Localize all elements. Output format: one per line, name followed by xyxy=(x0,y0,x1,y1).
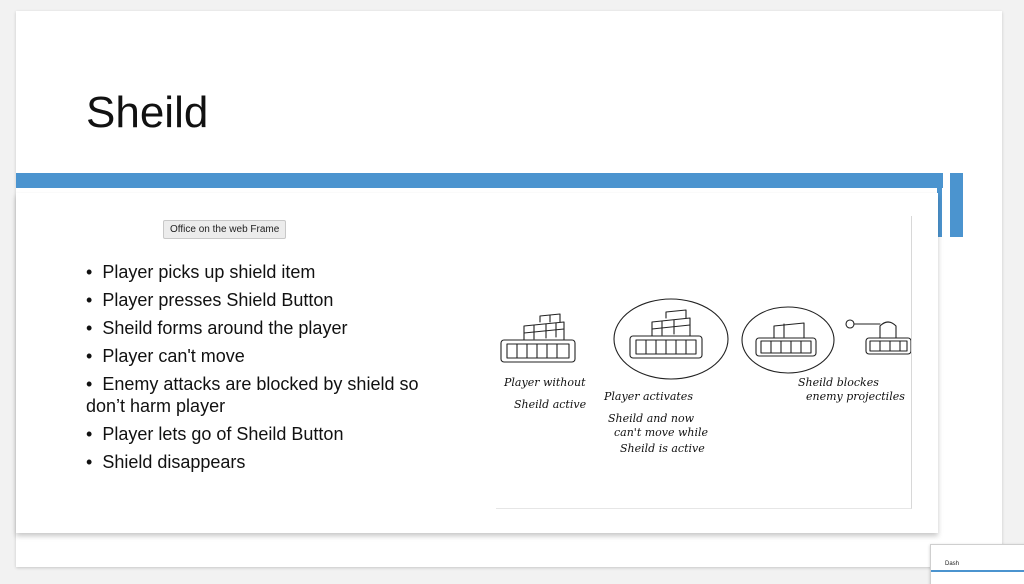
bullet-dot-icon: • xyxy=(86,452,93,472)
next-slide-thumbnail[interactable] xyxy=(930,544,1024,584)
bullet-dot-icon: • xyxy=(86,424,93,444)
sketch-image-frame[interactable] xyxy=(496,216,912,509)
bullet-dot-icon: • xyxy=(86,346,93,366)
bullet-list[interactable] xyxy=(86,261,456,479)
caption-p2-l2: Sheild and now xyxy=(608,412,695,425)
bullet-item[interactable]: • Player lets go of Sheild Button xyxy=(86,424,344,444)
bullet-dot-icon: • xyxy=(86,374,93,394)
bullet-item[interactable]: • Player picks up shield item xyxy=(86,262,316,282)
caption-p3-l1: Sheild blockes xyxy=(798,376,879,389)
bullet-dot-icon: • xyxy=(86,318,93,338)
player-sketch-3 xyxy=(756,323,816,356)
shield-sketch-drawing xyxy=(496,216,911,508)
enemy-sketch xyxy=(866,322,911,354)
caption-p2-l1: Player activates xyxy=(604,390,693,403)
frame-tooltip: Office on the web Frame xyxy=(163,220,286,239)
bullet-item[interactable]: • Shield disappears xyxy=(86,452,246,472)
caption-p1-l2: Sheild active xyxy=(514,398,587,411)
bullet-dot-icon: • xyxy=(86,290,93,310)
next-slide-accent-bar xyxy=(931,570,1024,572)
accent-bar-right-thick xyxy=(950,173,963,237)
bullet-dot-icon: • xyxy=(86,262,93,282)
caption-p2-l3: can't move while xyxy=(614,426,709,439)
bullet-item[interactable]: • Player can't move xyxy=(86,346,245,366)
caption-p3-l2: enemy projectiles xyxy=(806,390,905,403)
caption-p1-l1: Player without xyxy=(504,376,586,389)
bullet-item[interactable]: • Sheild forms around the player xyxy=(86,318,348,338)
accent-bar xyxy=(16,173,943,188)
bullet-item[interactable]: • Player presses Shield Button xyxy=(86,290,334,310)
player-sketch-2 xyxy=(630,310,702,358)
next-slide-title: Dash xyxy=(945,561,960,567)
player-sketch-1 xyxy=(501,314,575,362)
caption-p2-l4: Sheild is active xyxy=(620,442,705,455)
slide-title[interactable]: Sheild xyxy=(86,88,209,137)
slide-canvas[interactable] xyxy=(16,11,1002,567)
bullet-item[interactable]: • Enemy attacks are blocked by shield so don’t harm player xyxy=(86,374,419,416)
projectile-sketch xyxy=(846,320,854,328)
